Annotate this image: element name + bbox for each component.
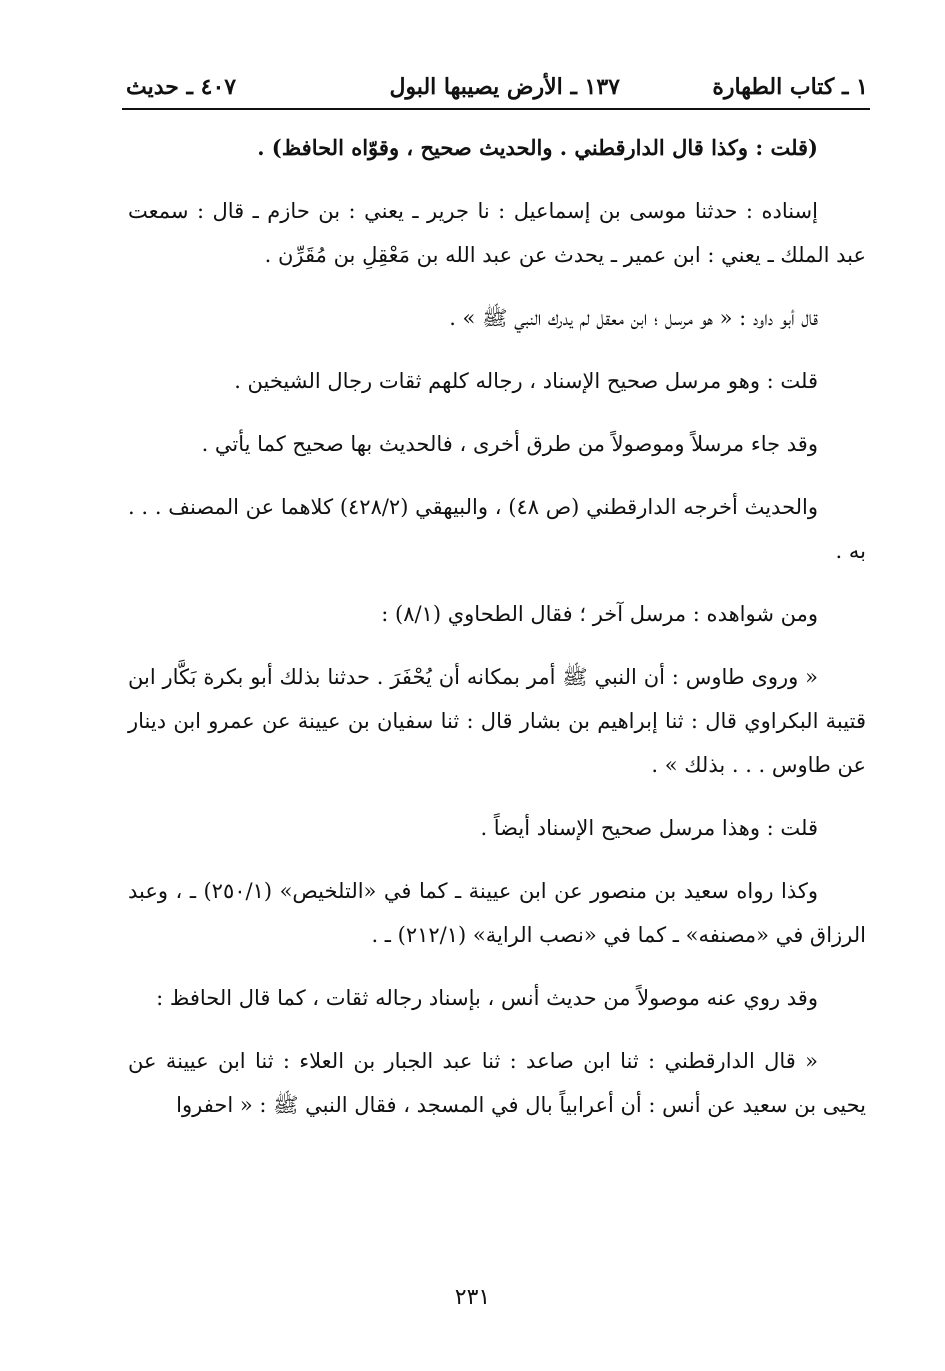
paragraph-4: قلت : وهو مرسل صحيح الإسناد ، رجاله كلهم ثقات رجال الشيخين . (234, 369, 818, 393)
paragraph-11: وقد روي عنه موصولاً من حديث أنس ، بإسناد رجاله ثقات ، كما قال الحافظ : (156, 986, 818, 1010)
paragraph-5: وقد جاء مرسلاً وموصولاً من طرق أخرى ، فالحديث بها صحيح كما يأتي . (201, 432, 818, 456)
paragraph-2: إسناده : حدثنا موسى بن إسماعيل : نا جرير ـ يعني : بن حازم ـ قال : سمعت عبد الملك ـ يعني : ابن عمير ـ يحدث عن عبد الله بن مَعْقِلِ بن مُقَرِّن . (128, 199, 866, 267)
paragraph-7: ومن شواهده : مرسل آخر ؛ فقال الطحاوي (٨/١) : (381, 602, 818, 626)
paragraph-6: والحديث أخرجه الدارقطني (ص ٤٨) ، والبيهقي (٤٢٨/٢) كلاهما عن المصنف . . . به . (128, 495, 866, 563)
running-header (122, 72, 870, 110)
paragraph-8: « وروى طاوس : أن النبي ﷺ أمر بمكانه أن يُحْفَرَ . حدثنا بذلك أبو بكرة بَكَّار ابن قتيبة البكراوي قال : ثنا إبراهيم بن بشار قال : ثنا سفيان بن عيينة عن عمرو ابن دينار عن طاوس . . . بذلك » . (128, 665, 866, 777)
page-number: ٢٣١ (454, 1285, 491, 1310)
paragraph-10: وكذا رواه سعيد بن منصور عن ابن عيينة ـ كما في «التلخيص» (٢٥٠/١) ـ ، وعبد الرزاق في «مصنفه» ـ كما في «نصب الراية» (٢١٢/١) ـ . (128, 879, 866, 947)
page-body (128, 126, 866, 1146)
paragraph-1: (قلت : وكذا قال الدارقطني . والحديث صحيح ، وقوّاه الحافظ) . (257, 135, 818, 160)
header-chapter-title: ١٣٧ ـ الأرض يصيبها البول (389, 74, 620, 100)
header-hadith-number: ٤٠٧ ـ حديث (126, 74, 237, 100)
paragraph-3: قال أبو داود : « هو مرسل ؛ ابن معقل لم يدرك النبي ﷺ » . (449, 306, 818, 330)
paragraph-12: « قال الدارقطني : ثنا ابن صاعد : ثنا عبد الجبار بن العلاء : ثنا ابن عيينة عن يحيى بن سعيد عن أنس : أن أعرابياً بال في المسجد ، فقال النبي ﷺ : « احفروا (128, 1049, 866, 1117)
header-book-title: ١ ـ كتاب الطهارة (712, 74, 868, 100)
paragraph-9: قلت : وهذا مرسل صحيح الإسناد أيضاً . (480, 816, 818, 840)
